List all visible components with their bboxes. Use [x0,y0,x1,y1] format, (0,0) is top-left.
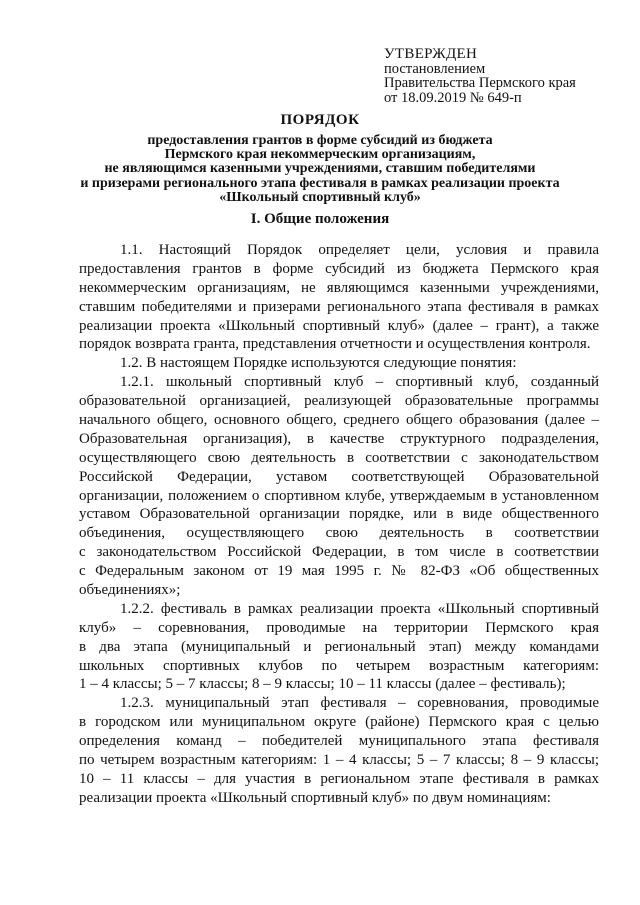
paragraph-line: 1 – 4 классы; 5 – 7 классы; 8 – 9 классы; 10 – 11 классы (далее – фестиваль); [79,676,566,693]
paragraph-line: 10 – 11 классы – для участия в региональном этапе фестиваля в рамках [79,770,599,787]
paragraph-line: объединения, осуществляющего свою деятельность в соответствии [79,525,599,542]
paragraph-line: порядок возврата гранта, представления отчетности и осуществления контроля. [79,336,591,353]
paragraph-line: 1.2.3. муниципальный этап фестиваля – соревнования, проводимые [120,695,599,712]
approval-heading: УТВЕРЖДЕН [384,46,478,62]
paragraph-line: в два этапа (муниципальный и региональный этап) между командами [79,638,599,655]
paragraph-line: определения команд – победителей муниципального этапа фестиваля [79,733,599,750]
document-body [79,241,599,808]
approval-line: от 18.09.2019 № 649-п [384,89,522,106]
paragraph-line: 1.2.1. школьный спортивный клуб – спортивный клуб, созданный [120,374,599,391]
paragraph-line: осуществляющего свою деятельность в соответствии с законодательством [79,449,599,466]
paragraph-line: Образовательная организация), в качестве структурного подразделения, [79,430,599,447]
paragraph-line: объединениях»; [79,582,181,599]
paragraph-line: с законодательством Российской Федерации, в том числе в соответствии [79,544,599,561]
paragraph-line: предоставления грантов в форме субсидий из бюджета Пермского края [79,260,599,277]
document-title: ПОРЯДОК [280,112,360,128]
paragraph-line: школьных спортивных клубов по четырем возрастным категориям: [79,657,599,674]
approval-stamp [384,47,576,105]
paragraph-line: реализации проекта «Школьный спортивный клуб» по двум номинациям: [79,789,551,806]
document-subtitle [0,134,640,205]
paragraph-line: в городском или муниципальном округе (районе) Пермского края с целью [79,714,599,731]
approval-line: постановлением [384,60,486,77]
subtitle-line: предоставления грантов в форме субсидий из бюджета [147,133,493,148]
paragraph-line: 1.2.2. фестиваль в рамках реализации проекта «Школьный спортивный [120,600,599,617]
paragraph-line: клуб» – соревнования, проводимые на территории Пермского края [79,619,599,636]
paragraph-line: организации, положением о спортивном клубе, утверждаемым в установленном [79,487,599,504]
paragraph-line: некоммерческим организациям, не являющимся казенными учреждениями, [79,279,599,296]
subtitle-line: не являющимся казенными учреждениями, ставшим победителями [104,161,536,177]
paragraph-line: Российской Федерации, уставом соответствующей Образовательной [79,468,599,485]
paragraph-line: 1.1. Настоящий Порядок определяет цели, условия и правила [120,242,599,258]
subtitle-line: и призерами регионального этапа фестиваля в рамках реализации проекта [80,175,560,191]
subtitle-line: «Школьный спортивный клуб» [219,189,421,205]
paragraph-line: с Федеральным законом от 19 мая 1995 г. № 82-ФЗ «Об общественных [79,563,599,580]
paragraph-line: ставшим победителями и призерами регионального этапа фестиваля в рамках [79,298,599,315]
approval-line: Правительства Пермского края [384,75,576,91]
subtitle-line: Пермского края некоммерческим организациям, [164,147,476,163]
paragraph-line: 1.2. В настоящем Порядке используются следующие понятия: [120,355,517,372]
paragraph-line: уставом Образовательной организации порядке, или в виде общественного [79,506,599,523]
paragraph-line: по четырем возрастным категориям: 1 – 4 классы; 5 – 7 классы; 8 – 9 классы; [79,752,599,769]
paragraph-line: реализации проекта «Школьный спортивный клуб» (далее – грант), а также [79,317,599,334]
section-title: I. Общие положения [250,211,390,227]
paragraph-line: начального общего, основного общего, среднего общего образования (далее – [79,412,599,429]
paragraph-line: образовательной организацией, реализующей образовательные программы [79,393,599,410]
